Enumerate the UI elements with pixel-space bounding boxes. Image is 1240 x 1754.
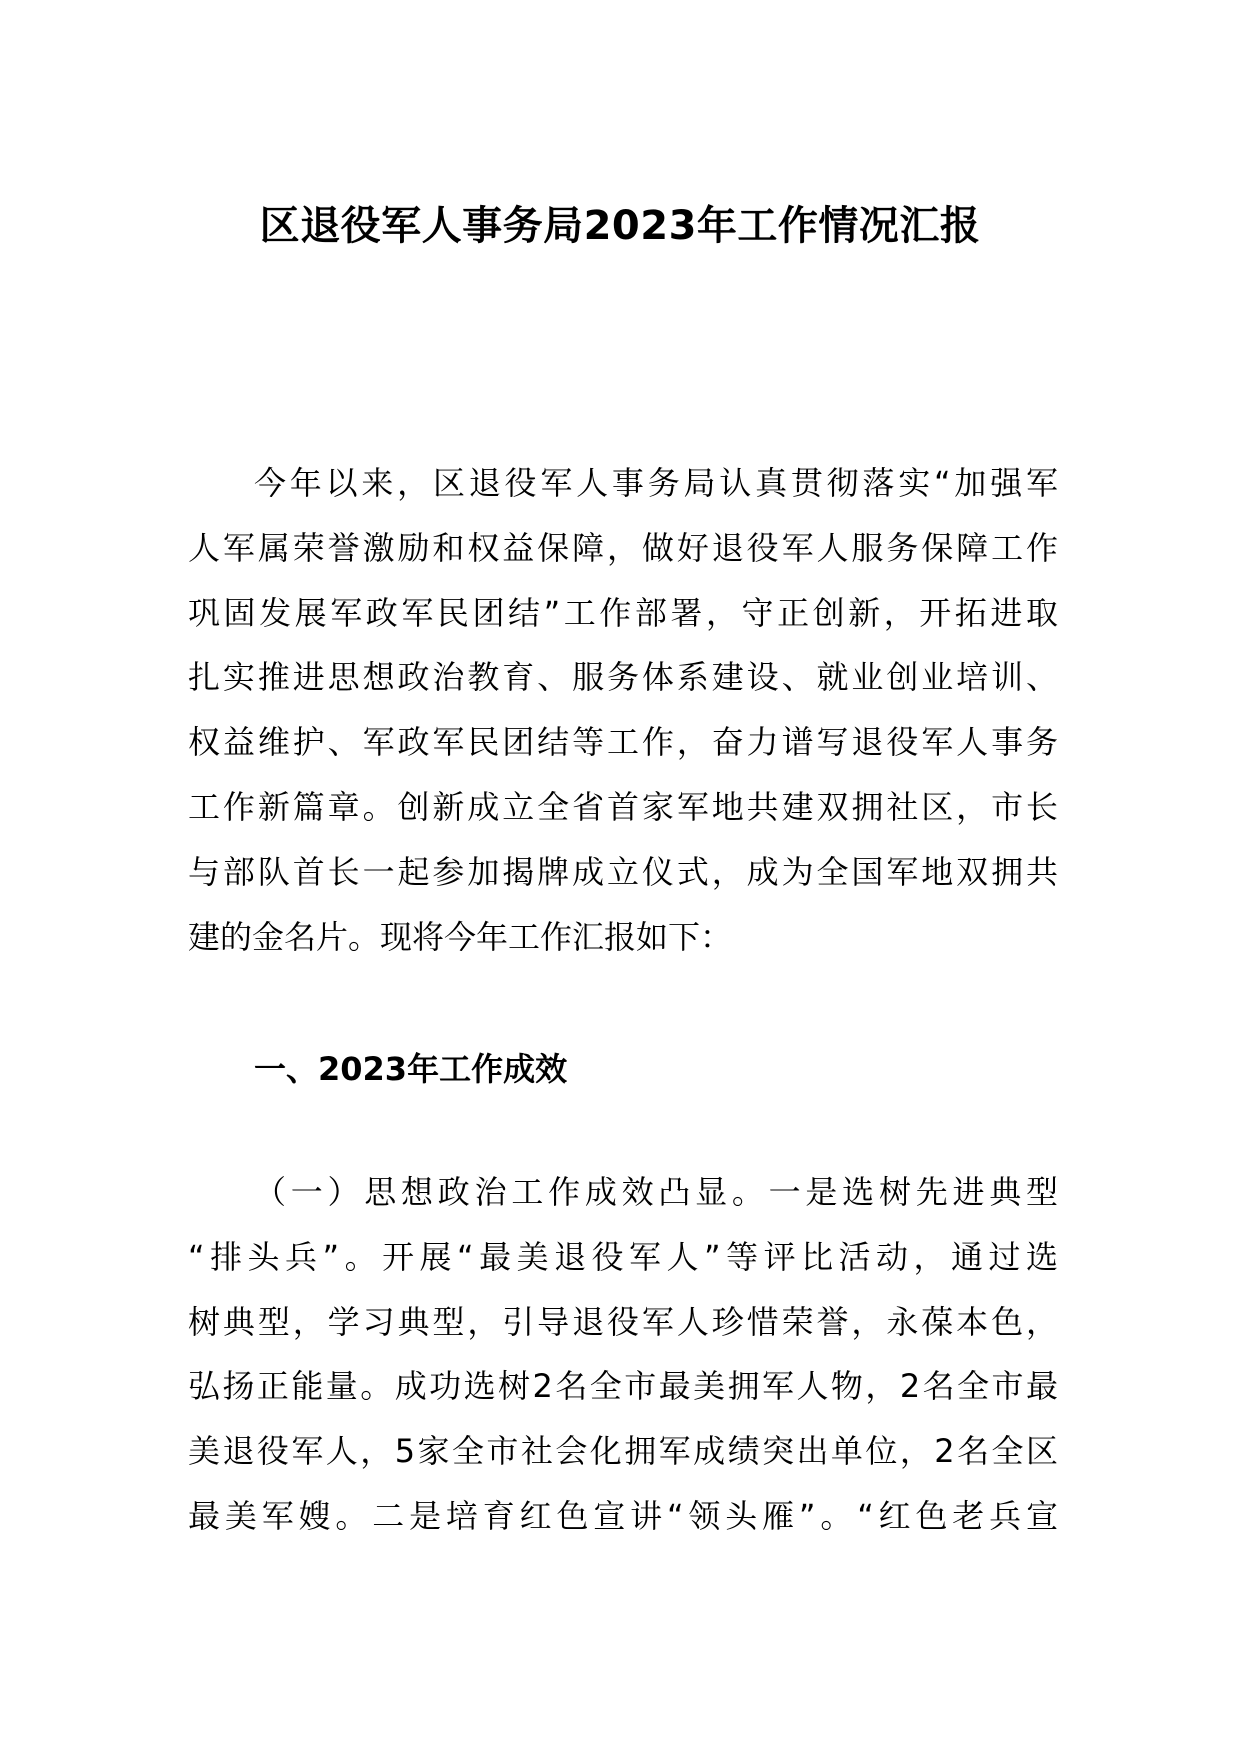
paragraph-line: 扎实推进思想政治教育、服务体系建设、就业创业培训、 (188, 658, 1058, 697)
paragraph-line: 弘扬正能量。成功选树2名全市最美拥军人物，2名全市最 (188, 1367, 1058, 1406)
section-heading: 一、2023年工作成效 (254, 1050, 568, 1088)
paragraph-line: 巩固发展军政军民团结”工作部署，守正创新，开拓进取 (188, 593, 1058, 632)
paragraph-line: 今年以来，区退役军人事务局认真贯彻落实“加强军 (254, 464, 1058, 502)
paragraph-line: 人军属荣誉激励和权益保障，做好退役军人服务保障工作 (188, 528, 1058, 567)
intro-paragraph (188, 451, 1058, 969)
achievements-paragraph (188, 1160, 1058, 1549)
paragraph-line: 权益维护、军政军民团结等工作，奋力谱写退役军人事务 (188, 723, 1058, 762)
paragraph-line: 建的金名片。现将今年工作汇报如下： (188, 917, 733, 956)
paragraph-line: “排头兵”。开展“最美退役军人”等评比活动，通过选 (188, 1237, 1058, 1276)
paragraph-line: （一）思想政治工作成效凸显。一是选树先进典型 (254, 1173, 1058, 1211)
paragraph-line: 树典型，学习典型，引导退役军人珍惜荣誉，永葆本色， (188, 1302, 1058, 1341)
paragraph-line: 与部队首长一起参加揭牌成立仪式，成为全国军地双拥共 (188, 852, 1058, 891)
document-title: 区退役军人事务局2023年工作情况汇报 (259, 203, 981, 249)
paragraph-line: 美退役军人，5家全市社会化拥军成绩突出单位，2名全区 (188, 1432, 1058, 1471)
paragraph-line: 工作新篇章。创新成立全省首家军地共建双拥社区，市长 (188, 787, 1058, 826)
paragraph-line: 最美军嫂。二是培育红色宣讲“领头雁”。“红色老兵宣 (188, 1496, 1058, 1535)
